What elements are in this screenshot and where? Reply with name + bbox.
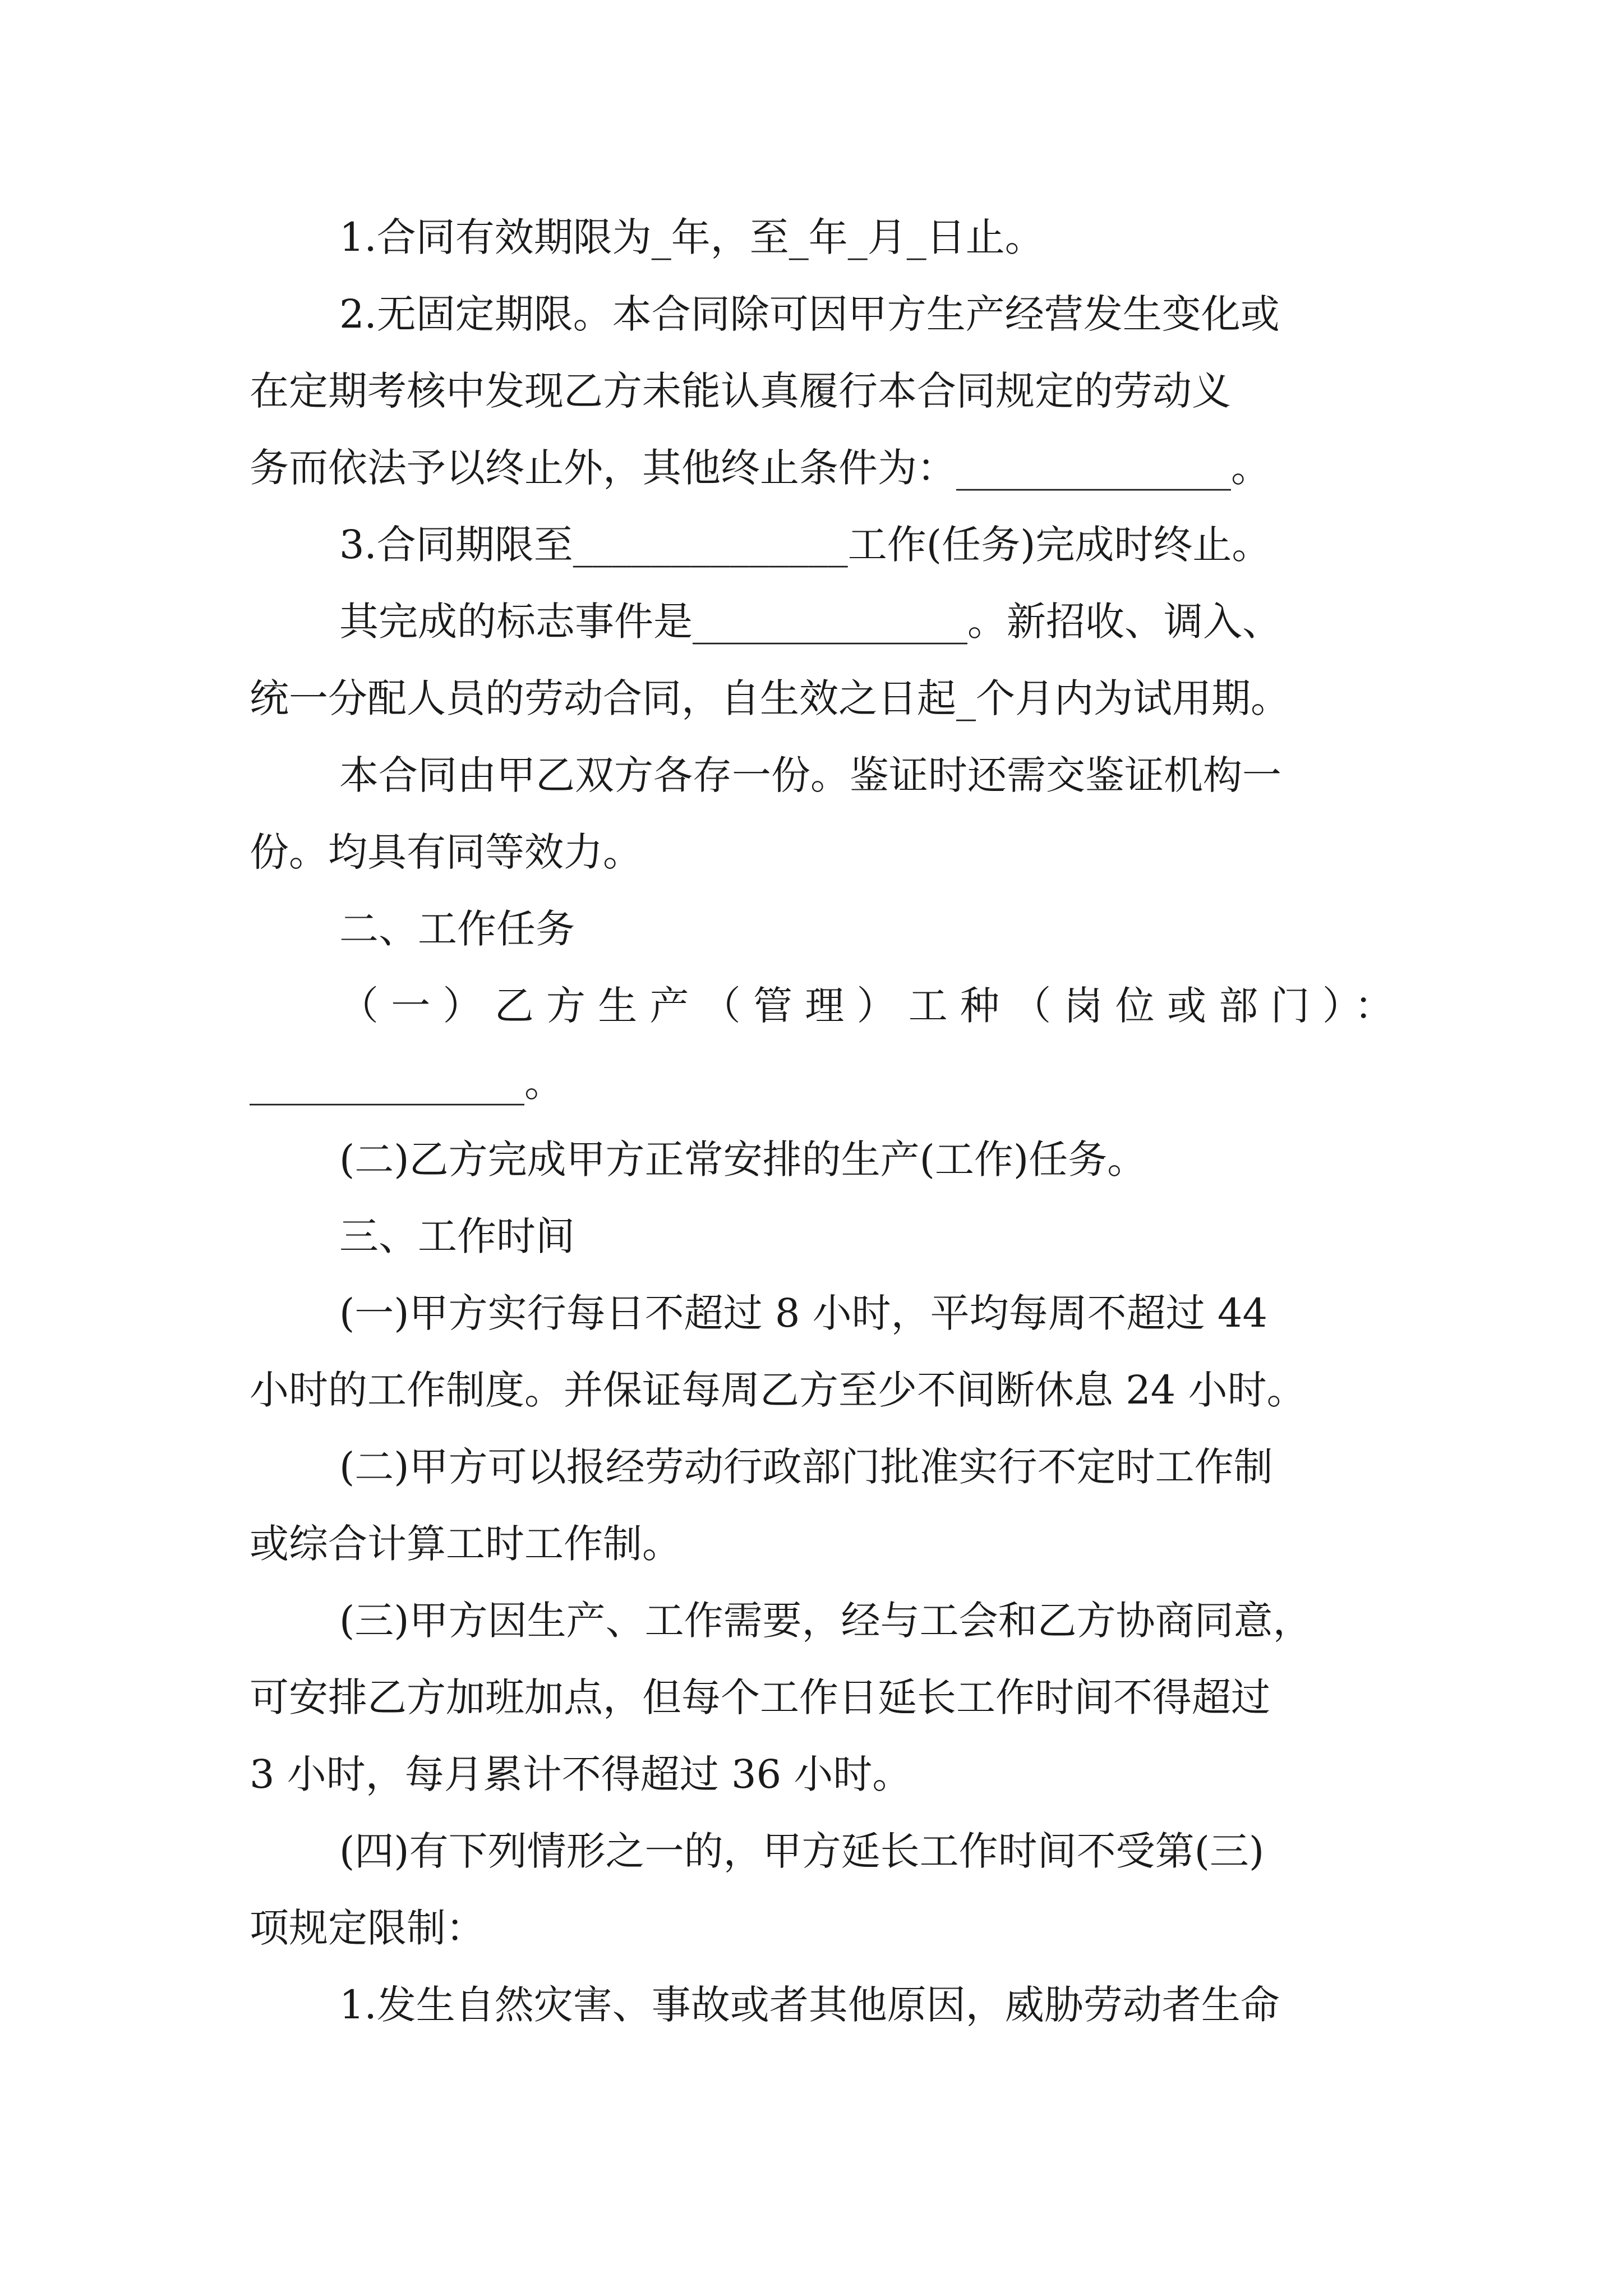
section-heading: 三、工作时间 bbox=[339, 1213, 575, 1259]
text-line: 1.合同有效期限为_年，至_年_月_日止。 bbox=[339, 214, 1044, 260]
text-line: 务而依法予以终止外，其他终止条件为：______________。 bbox=[250, 445, 1270, 491]
text-line: (一)甲方实行每日不超过 8 小时，平均每周不超过 44 bbox=[339, 1290, 1267, 1336]
text-line: 1.发生自然灾害、事故或者其他原因，威胁劳动者生命 bbox=[339, 1982, 1280, 2028]
text-line: 项规定限制： bbox=[250, 1905, 485, 1951]
text-line: 3.合同期限至______________工作(任务)完成时终止。 bbox=[339, 522, 1271, 568]
text-line: (二)甲方可以报经劳动行政部门批准实行不定时工作制 bbox=[339, 1444, 1273, 1490]
document-body bbox=[250, 199, 1394, 2044]
text-line: 可安排乙方加班加点，但每个工作日延长工作时间不得超过 bbox=[250, 1674, 1270, 1720]
text-line: 在定期考核中发现乙方未能认真履行本合同规定的劳动义 bbox=[250, 368, 1231, 414]
text-line: （一）乙方生产（管理）工种（岗位或部门）： bbox=[339, 983, 1394, 1029]
text-line: 本合同由甲乙双方各存一份。鉴证时还需交鉴证机构一 bbox=[339, 752, 1281, 798]
text-line: 统一分配人员的劳动合同，自生效之日起_个月内为试用期。 bbox=[250, 675, 1290, 721]
text-line: ______________。 bbox=[250, 1060, 564, 1106]
text-line: 或综合计算工时工作制。 bbox=[250, 1521, 681, 1567]
section-heading: 二、工作任务 bbox=[339, 906, 575, 952]
text-line: (四)有下列情形之一的，甲方延长工作时间不受第(三) bbox=[339, 1828, 1265, 1874]
text-line: 2.无固定期限。本合同除可因甲方生产经营发生变化或 bbox=[339, 291, 1280, 337]
text-line: (三)甲方因生产、工作需要，经与工会和乙方协商同意， bbox=[339, 1598, 1312, 1644]
text-line: 3 小时，每月累计不得超过 36 小时。 bbox=[250, 1751, 912, 1797]
text-line: (二)乙方完成甲方正常安排的生产(工作)任务。 bbox=[339, 1137, 1147, 1182]
text-line: 其完成的标志事件是______________。新招收、调入、 bbox=[339, 599, 1281, 645]
text-line: 小时的工作制度。并保证每周乙方至少不间断休息 24 小时。 bbox=[250, 1367, 1306, 1413]
text-line: 份。均具有同等效力。 bbox=[250, 829, 642, 875]
